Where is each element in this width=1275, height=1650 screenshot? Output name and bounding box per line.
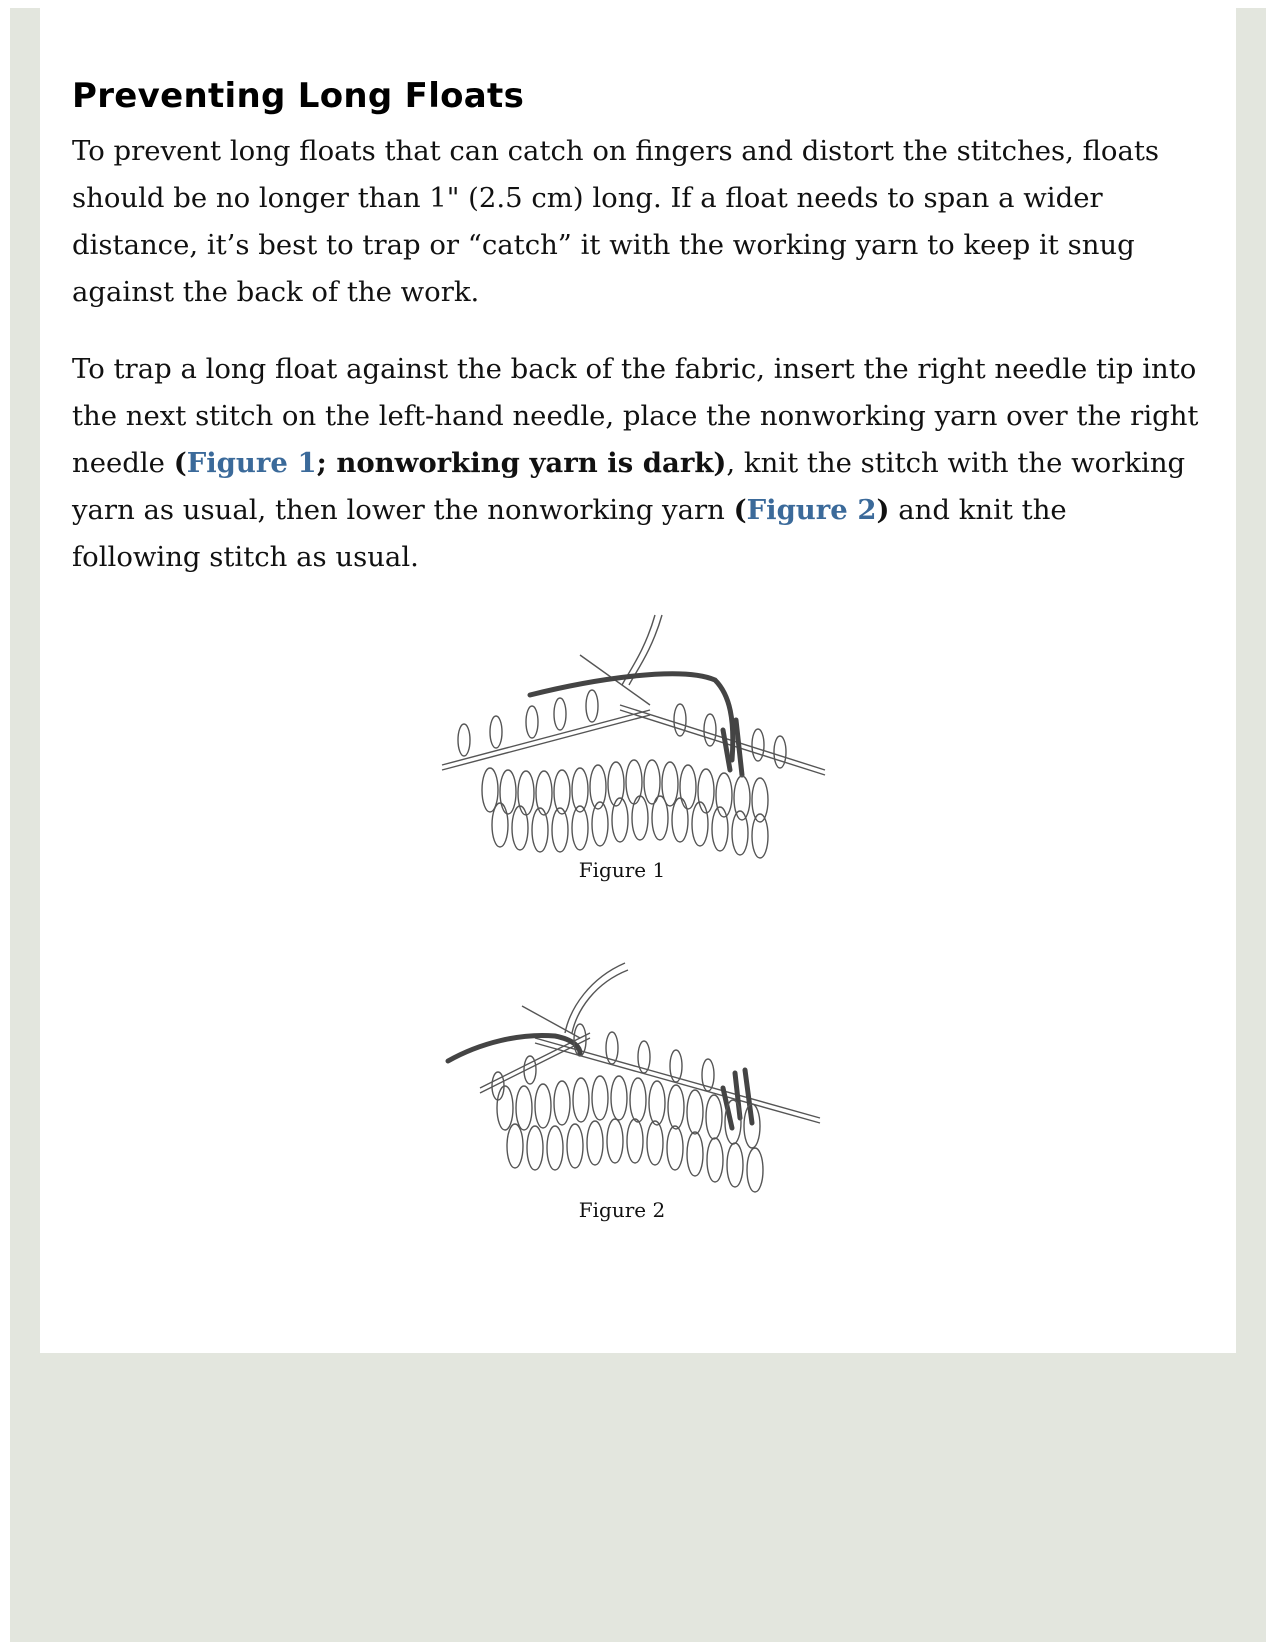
paragraph-text: , knit the stitch with the working yarn as usual, then lower the nonworking yarn bbox=[72, 447, 1186, 526]
paren-open: ( bbox=[173, 447, 187, 479]
paren-close: ) bbox=[876, 494, 890, 526]
figure-1-icon bbox=[440, 610, 840, 865]
paragraph-trap-float bbox=[72, 346, 1202, 581]
knitting-illustration-figure-2 bbox=[440, 958, 840, 1218]
section-heading: Preventing Long Floats bbox=[72, 76, 525, 116]
paragraph-floats-length: To prevent long floats that can catch on fingers and distort the stitches, floats should be no longer than 1" (2.5 cm) long. If a float needs to span a wider distance, it’s best to trap or “catch” it with the working yarn to keep it snug against the back of the work. bbox=[72, 135, 1160, 308]
knitting-illustration-figure-1 bbox=[440, 610, 840, 865]
paragraph-text: To trap a long float against the back of the fabric, insert the right needle tip into the next stitch on the left-hand needle, place the nonworking yarn over the right needle bbox=[72, 353, 1199, 479]
nonworking-note: ; nonworking yarn is dark) bbox=[316, 447, 727, 479]
figure-1-link[interactable]: Figure 1 bbox=[186, 447, 317, 479]
figure-1-caption: Figure 1 bbox=[578, 858, 666, 882]
figure-2-link[interactable]: Figure 2 bbox=[746, 494, 877, 526]
paren-open: ( bbox=[733, 494, 747, 526]
figure-2-caption: Figure 2 bbox=[578, 1198, 666, 1222]
article-content bbox=[72, 76, 1202, 581]
paragraph-text: and knit the following stitch as usual. bbox=[72, 494, 1067, 573]
figure-2-icon bbox=[440, 958, 840, 1218]
